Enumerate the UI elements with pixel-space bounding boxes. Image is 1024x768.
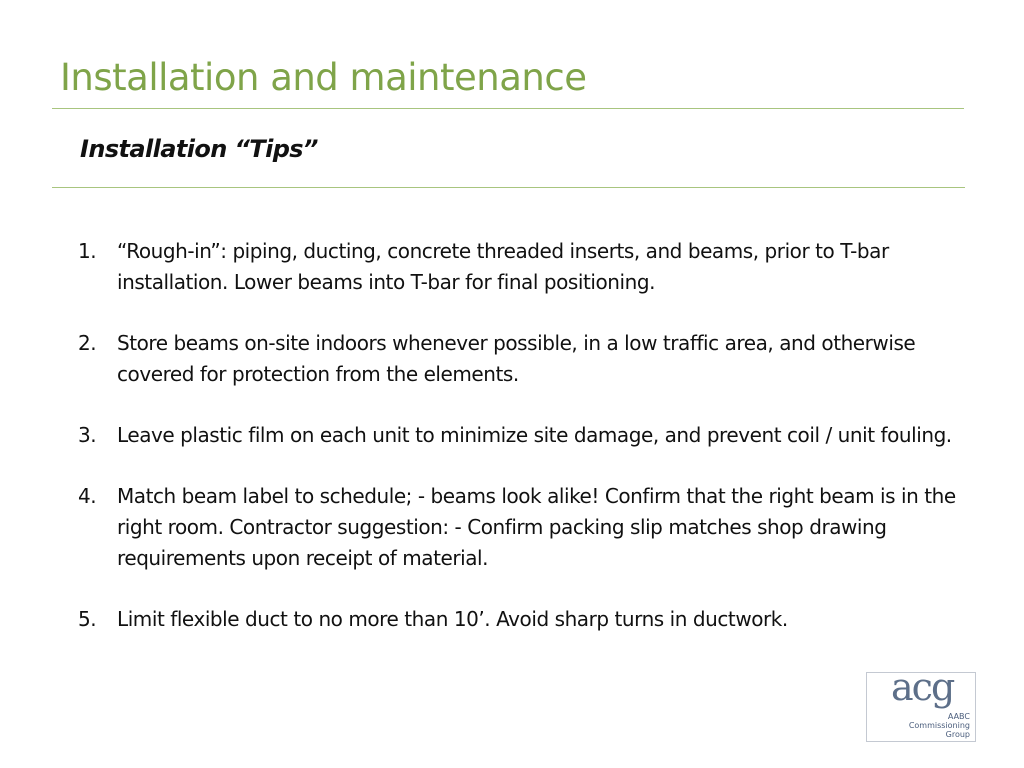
slide-title: Installation and maintenance xyxy=(60,56,587,99)
tips-list xyxy=(78,236,958,665)
tip-item xyxy=(78,481,958,574)
logo-line-commissioning: Commissioning xyxy=(908,721,970,730)
logo-line-group: Group xyxy=(945,730,970,739)
tip-text: Leave plastic film on each unit to minimize site damage, and prevent coil / unit fouling. xyxy=(117,423,952,447)
tip-text: Limit flexible duct to no more than 10’. Avoid sharp turns in ductwork. xyxy=(117,607,788,631)
tip-number: 3. xyxy=(78,423,97,447)
logo-line-aabc: AABC xyxy=(947,712,970,721)
tip-item xyxy=(78,236,958,298)
logo-mark: acg xyxy=(891,665,954,709)
acg-logo xyxy=(866,665,976,742)
tip-number: 4. xyxy=(78,484,97,508)
tip-text: Match beam label to schedule; - beams look alike! Confirm that the right beam is in the right room. Contractor suggestion: - Confirm packing slip matches shop drawing requirements upon receipt of material. xyxy=(117,484,956,570)
tip-item xyxy=(78,328,958,390)
tip-number: 1. xyxy=(78,239,97,263)
subtitle-divider xyxy=(52,187,965,188)
tip-item xyxy=(78,420,958,451)
title-divider xyxy=(52,108,964,109)
tip-item xyxy=(78,604,958,635)
slide-subtitle: Installation “Tips” xyxy=(80,135,318,163)
tip-number: 2. xyxy=(78,331,97,355)
tip-text: “Rough-in”: piping, ducting, concrete threaded inserts, and beams, prior to T-bar installation. Lower beams into T-bar for final positioning. xyxy=(117,239,889,294)
tip-number: 5. xyxy=(78,607,97,631)
tip-text: Store beams on-site indoors whenever possible, in a low traffic area, and otherwise covered for protection from the elements. xyxy=(117,331,916,386)
